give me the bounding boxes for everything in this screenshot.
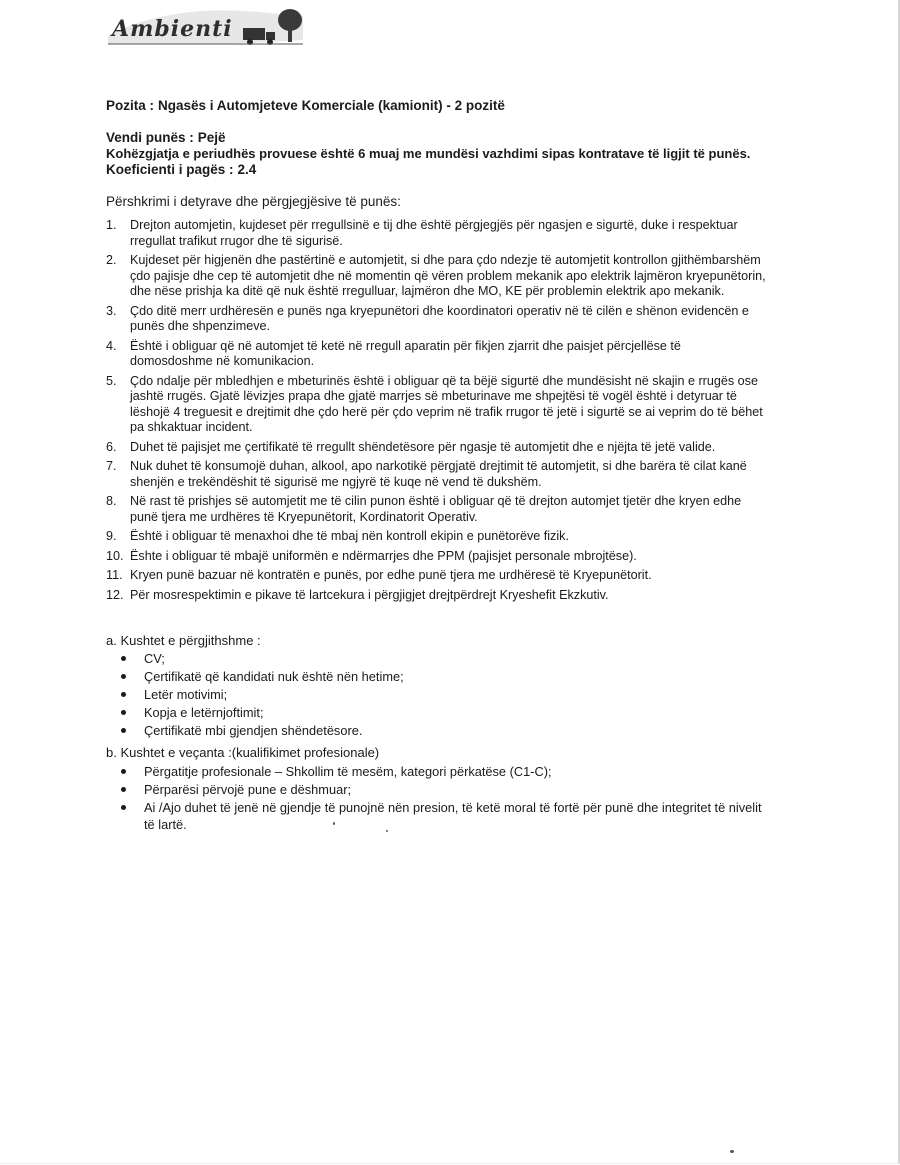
duty-number: 12. bbox=[106, 587, 124, 602]
duty-text: Çdo ditë merr urdhëresën e punës nga kryepunëtori dhe koordinatori operativ në të cilën e shënon evidencën e punës dhe shpenzimeve. bbox=[130, 303, 749, 333]
duty-text: Është i obliguar që në automjet të ketë në rregull aparatin për fikjen zjarrit dhe paisjet përcjellëse të domosdoshme në komunikacion. bbox=[130, 338, 681, 368]
duty-text: Nuk duhet të konsumojë duhan, alkool, apo narkotikë përgjatë drejtimit të automjetit, si dhe barëra të cilat kanë shenjën e trekëndëshit të sigurisë me ngjyrë të kuqe në vend të dukshëm. bbox=[130, 459, 747, 489]
duty-item bbox=[106, 304, 766, 335]
list-item: CV; bbox=[118, 650, 768, 667]
duty-number: 10. bbox=[106, 548, 124, 563]
company-logo bbox=[108, 6, 308, 52]
duty-number: 4. bbox=[106, 338, 117, 353]
general-conditions-list bbox=[118, 650, 768, 740]
duty-text: Drejton automjetin, kujdeset për rregullsinë e tij dhe është përgjegjës për ngasjen e sigurtë, duke i respektuar rregullat trafikut rrugor dhe të sigurisë. bbox=[130, 218, 738, 248]
duties-list bbox=[106, 218, 766, 607]
duty-item bbox=[106, 588, 766, 604]
special-conditions-list bbox=[118, 763, 768, 834]
duty-number: 1. bbox=[106, 218, 117, 232]
salary-value: 2.4 bbox=[237, 162, 257, 177]
duty-number: 2. bbox=[106, 253, 117, 267]
special-conditions-title: b. Kushtet e veçanta :(kualifikimet profesionale) bbox=[106, 745, 380, 760]
duty-item bbox=[106, 339, 766, 370]
logo-text: Ambienti bbox=[112, 16, 233, 42]
duty-number: 6. bbox=[106, 439, 117, 454]
duty-item bbox=[106, 549, 766, 565]
duty-text: Ështe i obliguar të mbajë uniformën e ndërmarrjes dhe PPM (pajisjet personale mbrojtëse). bbox=[130, 548, 637, 563]
duty-number: 8. bbox=[106, 494, 117, 508]
position-label: Pozita : bbox=[106, 98, 155, 113]
duty-number: 7. bbox=[106, 459, 117, 473]
scan-speck bbox=[386, 830, 388, 832]
duty-item bbox=[106, 374, 766, 436]
probation-line: Kohëzgjatja e periudhës provuese është 6 muaj me mundësi vazhdimi sipas kontratave të ligjit të punës. bbox=[106, 146, 751, 161]
duty-item bbox=[106, 253, 766, 300]
duties-intro: Përshkrimi i detyrave dhe përgjegjësive të punës: bbox=[106, 194, 401, 209]
salary-line bbox=[106, 162, 256, 178]
duty-number: 9. bbox=[106, 529, 117, 543]
list-item: Përparësi përvojë pune e dëshmuar; bbox=[118, 781, 768, 798]
general-conditions-title: a. Kushtet e përgjithshme : bbox=[106, 633, 261, 648]
position-line bbox=[106, 98, 505, 114]
duty-item bbox=[106, 218, 766, 249]
salary-label: Koeficienti i pagës : bbox=[106, 162, 234, 177]
duty-text: Për mosrespektimin e pikave të lartcekura i përgjigjet drejtpërdrejt Kryeshefit Ekzkutiv. bbox=[130, 587, 609, 602]
duty-text: Duhet të pajisjet me çertifikatë të rregullt shëndetësore për ngasje të automjetit dhe e njëjta të jetë valide. bbox=[130, 439, 716, 454]
duty-item bbox=[106, 568, 766, 584]
list-item: Kopja e letërnjoftimit; bbox=[118, 704, 768, 721]
list-item: Përgatitje profesionale – Shkollim të mesëm, kategori përkatëse (C1-C); bbox=[118, 763, 768, 780]
duty-text: Në rast të prishjes së automjetit me të cilin punon është i obliguar që të drejton automjet tjetër dhe kryen edhe punë tjera me urdhëres të Kryepunëtorit, Kordinatorit Operativ. bbox=[130, 494, 742, 524]
location-line bbox=[106, 130, 226, 146]
duty-text: Çdo ndalje për mbledhjen e mbeturinës është i obliguar që ta bëjë sigurtë dhe mundësisht në skajin e rrugës ose jashtë rrugës. Gjatë lëvizjes prapa dhe gjatë marrjes së mbeturinave me shpejtësi të vogël është i detyruar të lëshojë 4 treguesit e drejtimit dhe çdo herë për çdo veprim në trafik rrugor të jetë i sigurtë se ai veprim do të bëhet pa shkaktuar incident. bbox=[130, 373, 763, 434]
scan-speck bbox=[730, 1150, 734, 1153]
location-value: Pejë bbox=[197, 130, 226, 145]
list-item: Ai /Ajo duhet të jenë në gjendje të punojnë nën presion, të ketë moral të fortë për punë dhe integritet të nivelit të lartë. bbox=[118, 799, 768, 833]
list-item: Çertifikatë mbi gjendjen shëndetësore. bbox=[118, 722, 768, 739]
duty-item bbox=[106, 440, 766, 456]
list-item: Letër motivimi; bbox=[118, 686, 768, 703]
duty-text: Kryen punë bazuar në kontratën e punës, por edhe punë tjera me urdhëresë të Kryepunëtorit. bbox=[130, 568, 652, 582]
list-item: Çertifikatë që kandidati nuk është nën hetime; bbox=[118, 668, 768, 685]
duty-number: 5. bbox=[106, 373, 117, 388]
location-label: Vendi punës : bbox=[106, 130, 194, 145]
position-value: Ngasës i Automjeteve Komerciale (kamionit) - 2 pozitë bbox=[158, 98, 505, 113]
duty-item bbox=[106, 494, 766, 525]
duty-text: Kujdeset për higjenën dhe pastërtinë e automjetit, si dhe para çdo ndezje të automjetit kontrollon gjithëmbarshëm çdo pajisje dhe cep të automjetit dhe në momentin që vëren problem mekanik apo elektrik lajmëron kryepunëtorin, dhe nëse prishja ka ditë që nuk është rregulluar, lajmëron dhe MO, KE për problemin elektrik apo mekanik. bbox=[130, 253, 766, 298]
scan-speck bbox=[333, 822, 335, 825]
duty-number: 3. bbox=[106, 303, 117, 318]
duty-item bbox=[106, 459, 766, 490]
duty-text: Është i obliguar të menaxhoi dhe të mbaj nën kontroll ekipin e punëtorëve fizik. bbox=[130, 529, 569, 543]
duty-number: 11. bbox=[106, 568, 123, 582]
duty-item bbox=[106, 529, 766, 545]
